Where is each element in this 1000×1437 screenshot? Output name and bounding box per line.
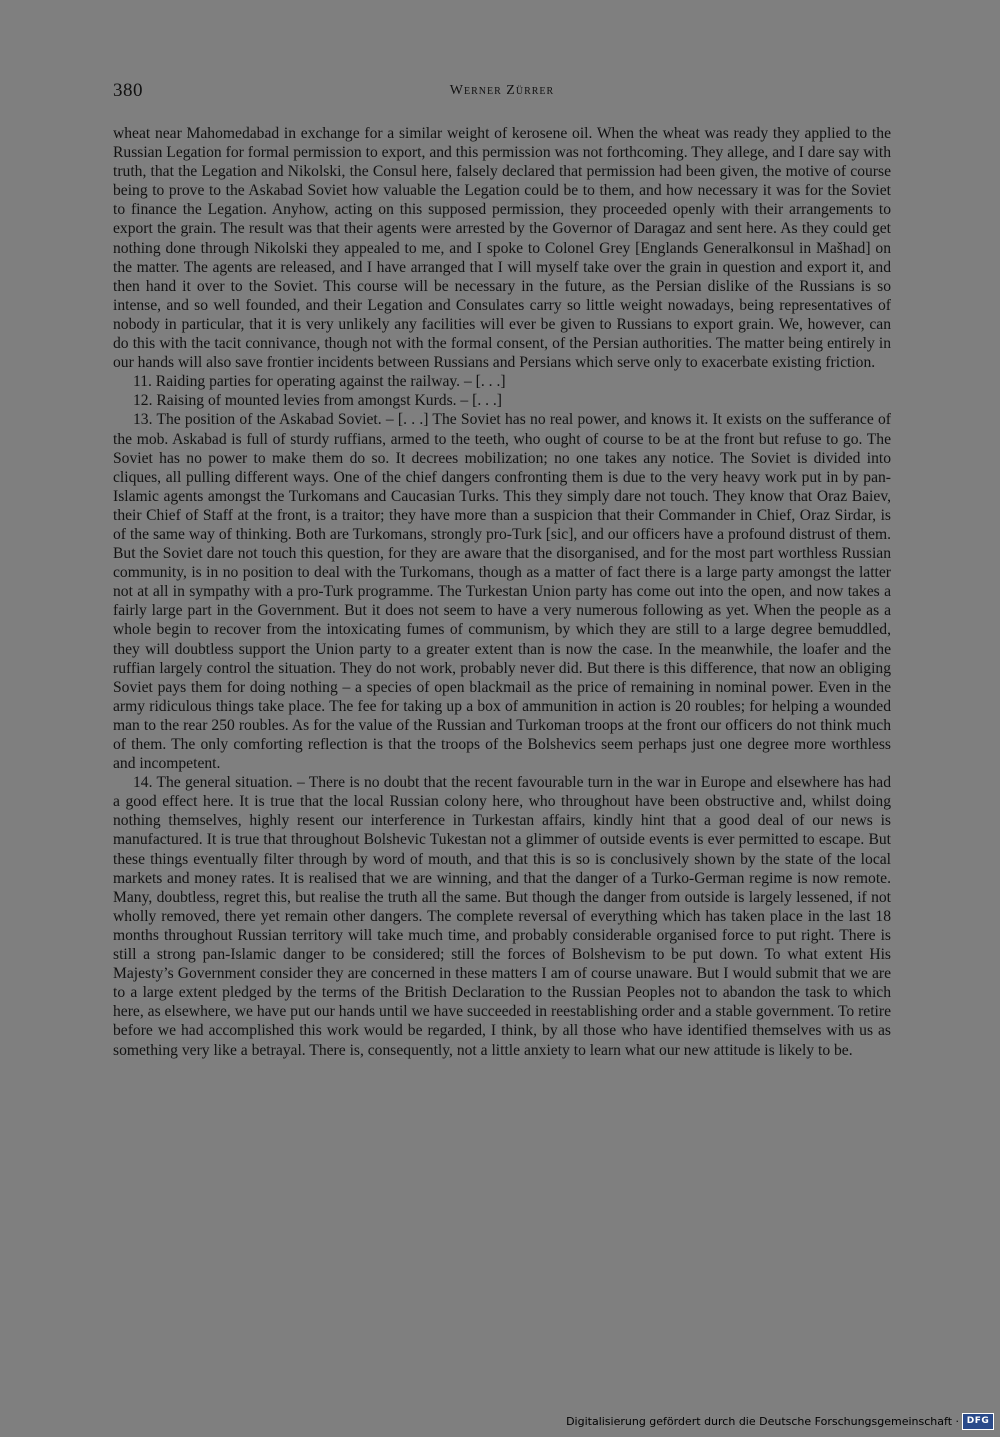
running-head: Werner Zürrer xyxy=(449,83,555,98)
paragraph-continuation: wheat near Mahomedabad in exchange for a similar weight of kerosene oil. When the wheat was ready they applied to the Russian Legation for formal permission to export, and this permission was not forthcoming. They allege, and I dare say with truth, that the Legation and Nikolski, the Consul here, falsely declared that permission had been given, the motive of course being to prove to the Askabad Soviet how valuable the Legation could be to them, and how necessary it was for the Soviet to finance the Legation. Anyhow, acting on this supposed permission, they proceeded openly with their arrangements to export the grain. The result was that their agents were arrested by the Governor of Daragaz and sent here. As they could get nothing done through Nikolski they appealed to me, and I spoke to Colonel Grey [Englands Generalkonsul in Mašhad] on the matter. The agents are released, and I have arranged that I will myself take over the grain in question and export it, and then hand it over to the Soviet. This course will be necessary in the future, as the Persian dislike of the Russians is so intense, and so well founded, and their Legation and Consulates carry so little weight nowadays, being representatives of nobody in particular, that it is very unlikely any facilities will ever be given to Russians to export grain. We, however, can do this with the tacit connivance, though not with the formal consent, of the Persian authorities. The matter being entirely in our hands will also save frontier incidents between Russians and Persians which serve only to exacerbate existing friction. xyxy=(113,125,891,372)
body-text xyxy=(113,124,891,1060)
paragraph-item-12: 12. Raising of mounted levies from amongst Kurds. – [. . .] xyxy=(133,392,503,410)
paragraph-item-13: 13. The position of the Askabad Soviet. – [. . .] The Soviet has no real power, and knows it. It exists on the sufferance of the mob. Askabad is full of sturdy ruffians, armed to the teeth, who ought of course to be at the front but refuse to go. The Soviet has no power to make them do so. It decrees mobilization; no one takes any notice. The Soviet is divided into cliques, all pulling different ways. One of the chief dangers confronting them is due to the very heavy work put in by pan-Islamic agents amongst the Turkomans and Caucasian Turks. This they simply dare not touch. They know that Oraz Baiev, their Chief of Staff at the front, is a traitor; they have more than a suspicion that their Commander in Chief, Oraz Sirdar, is of the same way of thinking. Both are Turkomans, strongly pro-Turk [sic], and our officers have a profound distrust of them. But the Soviet dare not touch this question, for they are aware that the disorganised, and for the most part worthless Russian community, is in no position to deal with the Turkomans, though as a matter of fact there is a large party amongst the latter not at all in sympathy with a pro-Turk programme. The Turkestan Union party has come out into the open, and now takes a fairly large part in the Government. But it does not seem to have a very numerous following as yet. When the people as a whole begin to recover from the intoxicating fumes of communism, by which they are still to a large degree bemuddled, they will doubtless support the Union party to a greater extent than is now the case. In the meanwhile, the loafer and the ruffian largely control the situation. They do not work, probably never did. But there is this difference, that now an obliging Soviet pays them for doing nothing – a species of open blackmail as the price of remaining in nominal power. Even in the army ridiculous things take place. The fee for taking up a box of ammunition in action is 20 roubles; for helping a wounded man to the rear 250 roubles. As for the value of the Russian and Turkoman troops at the front our officers do not think much of them. The only comforting reflection is that the troops of the Bolshevics seem perhaps just one degree more worthless and incompetent. xyxy=(113,411,891,773)
paragraph-item-11: 11. Raiding parties for operating against the railway. – [. . .] xyxy=(133,373,506,391)
dfg-logo: DFG xyxy=(962,1413,994,1430)
digitization-credit xyxy=(566,1413,994,1429)
credit-text: Digitalisierung gefördert durch die Deutsche Forschungsgemeinschaft · xyxy=(566,1414,959,1428)
page-header xyxy=(113,80,891,110)
page-number: 380 xyxy=(113,80,143,101)
paragraph-item-14: 14. The general situation. – There is no doubt that the recent favourable turn in the war in Europe and elsewhere has had a good effect here. It is true that the local Russian colony here, who throughout have been obstructive and, whilst doing nothing themselves, highly resent our interference in Turkestan affairs, kindly hint that a good deal of our news is manufactured. It is true that throughout Bolshevic Tukestan not a glimmer of outside events is ever permitted to escape. But these things eventually filter through by word of mouth, and that this is so is conclusively shown by the state of the local markets and money rates. It is realised that we are winning, and that the danger of a Turko-German regime is now remote. Many, doubtless, regret this, but realise the truth all the same. But though the danger from outside is largely lessened, if not wholly removed, there yet remain other dangers. The complete reversal of everything which has taken place in the last 18 months throughout Russian territory will take much time, and probably considerable organised force to put right. There is still a strong pan-Islamic danger to be considered; still the forces of Bolshevism to be put down. To what extent His Majesty’s Government consider they are concerned in these matters I am of course unaware. But I would submit that we are to a large extent pledged by the terms of the British Declaration to the Russian Peoples not to abandon the task to which here, as elsewhere, we have put our hands until we have succeeded in reestablishing order and a stable government. To retire before we had accomplished this work would be regarded, I think, by all those who have identified themselves with us as something very like a betrayal. There is, consequently, not a little anxiety to learn what our new attitude is likely to be. xyxy=(113,774,891,1059)
